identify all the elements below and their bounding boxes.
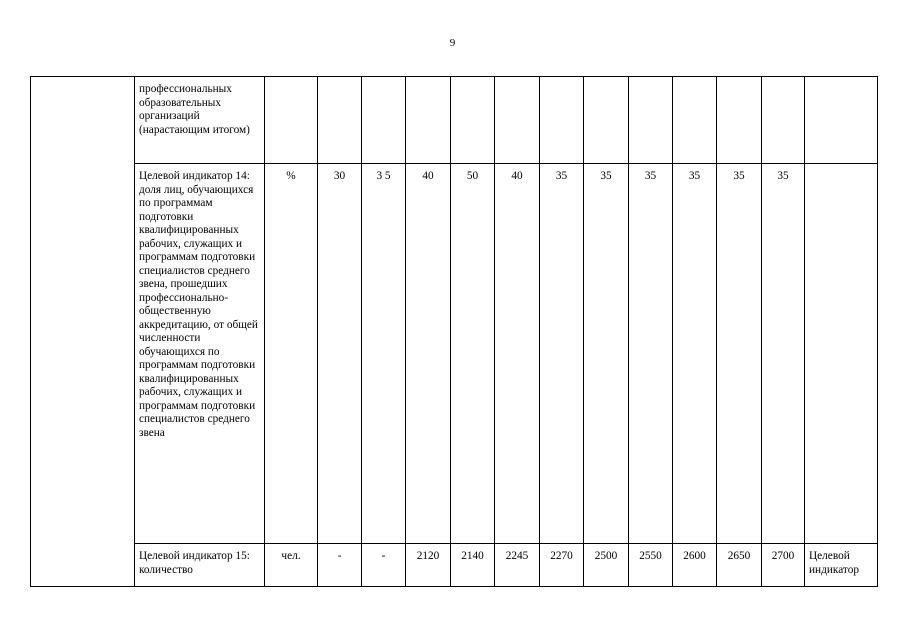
value-cell: 40: [406, 164, 451, 544]
unit-cell: %: [265, 164, 318, 544]
value-cell: 35: [540, 164, 584, 544]
value-cell: 30: [318, 164, 362, 544]
indicator-name-cell: профессиональных образовательных организаций (нарастающим итогом): [135, 77, 265, 164]
value-cell: [762, 77, 805, 164]
note-cell: [805, 164, 878, 544]
value-cell: 35: [584, 164, 629, 544]
page-number: 9: [449, 37, 456, 49]
value-cell: [540, 77, 584, 164]
value-cell: 2120: [406, 544, 451, 587]
value-cell: 2600: [673, 544, 717, 587]
value-cell: 2500: [584, 544, 629, 587]
note-cell: [805, 77, 878, 164]
value-cell: [717, 77, 762, 164]
indicator-name-cell: Целевой индикатор 15: количество: [135, 544, 265, 587]
unit-cell: [265, 77, 318, 164]
value-cell: 50: [451, 164, 495, 544]
unit-cell: чел.: [265, 544, 318, 587]
value-cell: [584, 77, 629, 164]
table-row: [31, 544, 878, 587]
value-cell: 2270: [540, 544, 584, 587]
table-row: [31, 77, 878, 164]
value-cell: -: [362, 544, 406, 587]
empty-left-cell: [31, 77, 135, 587]
value-cell: [362, 77, 406, 164]
value-cell: 2550: [629, 544, 673, 587]
note-cell: Целевой индикатор: [805, 544, 878, 587]
value-cell: [629, 77, 673, 164]
indicators-table: [30, 76, 878, 587]
indicator-name-cell: Целевой индикатор 14: доля лиц, обучающихся по программам подготовки квалифицированных рабочих, служащих и программам подготовки специалистов среднего звена, прошедших профессионально-общественную аккредитацию, от общей численности обучающихся по программам подготовки квалифицированных рабочих, служащих и программам подготовки специалистов среднего звена: [135, 164, 265, 544]
value-cell: 2140: [451, 544, 495, 587]
value-cell: 35: [717, 164, 762, 544]
value-cell: [318, 77, 362, 164]
value-cell: [451, 77, 495, 164]
value-cell: 35: [762, 164, 805, 544]
table-row: [31, 164, 878, 544]
value-cell: 3 5: [362, 164, 406, 544]
value-cell: 35: [673, 164, 717, 544]
value-cell: -: [318, 544, 362, 587]
value-cell: [406, 77, 451, 164]
value-cell: 40: [495, 164, 540, 544]
value-cell: 2245: [495, 544, 540, 587]
value-cell: 2650: [717, 544, 762, 587]
value-cell: 35: [629, 164, 673, 544]
value-cell: [673, 77, 717, 164]
value-cell: 2700: [762, 544, 805, 587]
value-cell: [495, 77, 540, 164]
